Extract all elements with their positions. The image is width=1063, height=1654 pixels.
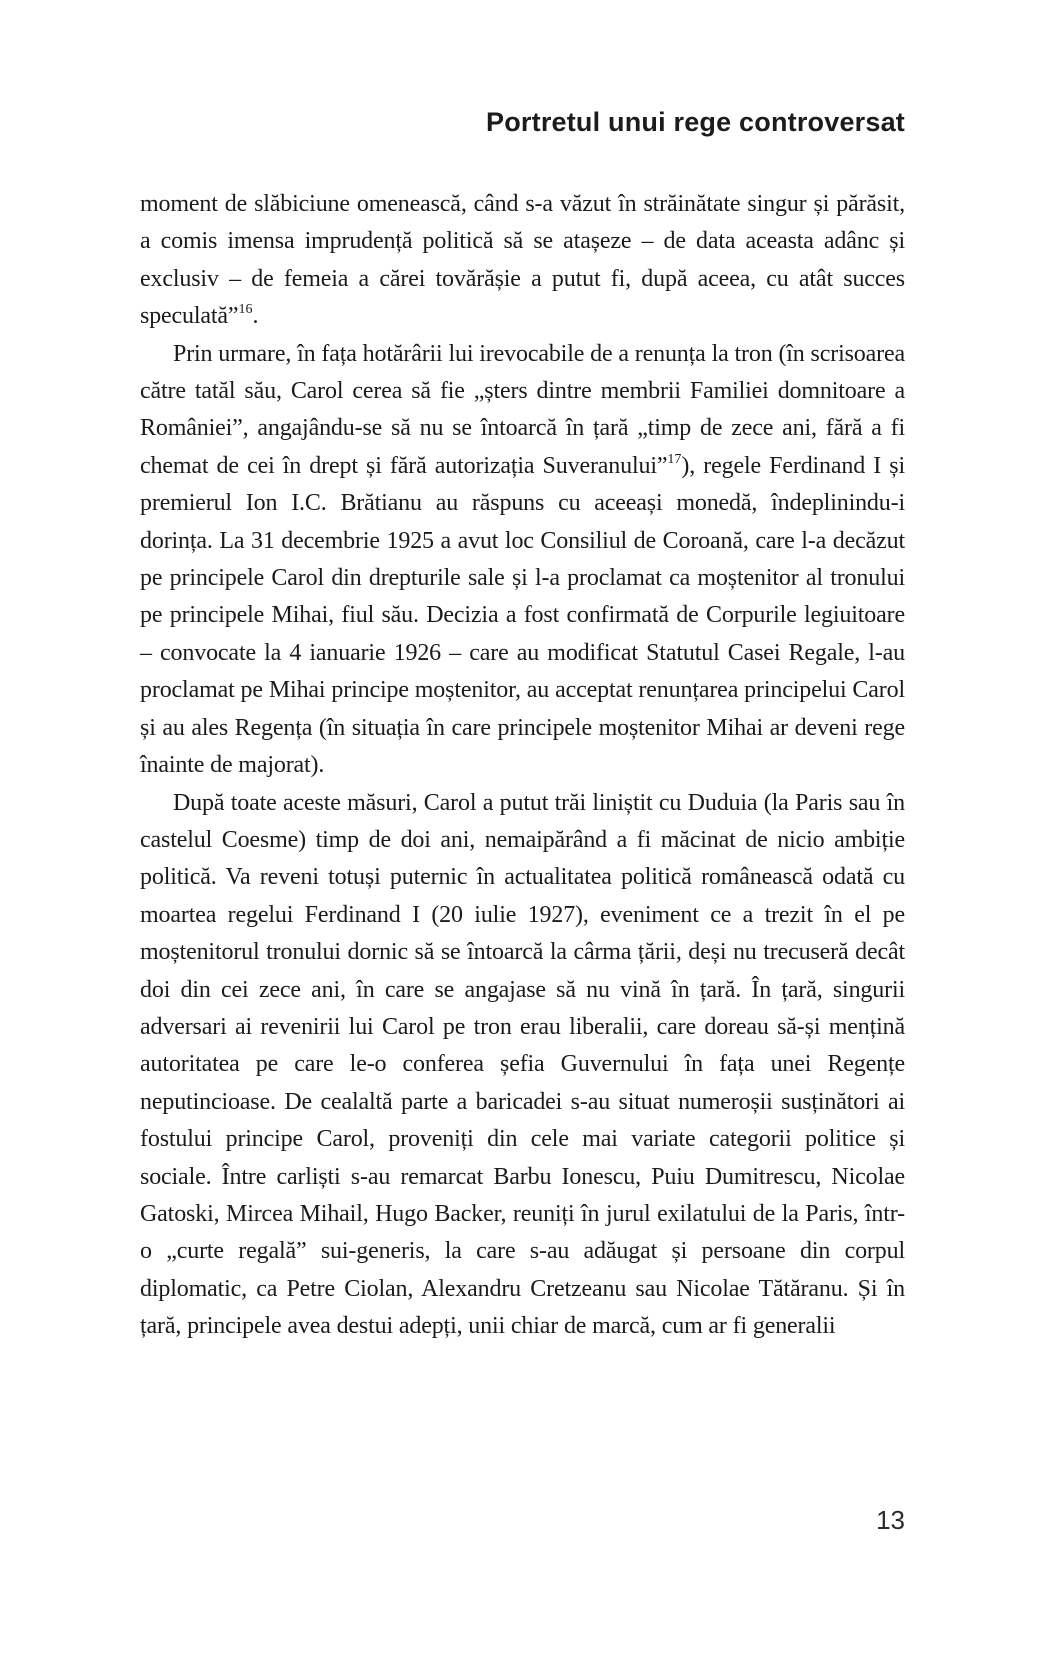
- running-header: Portretul unui rege controversat: [486, 107, 905, 137]
- page-body: [140, 186, 905, 1346]
- paragraph-text: După toate aceste măsuri, Carol a putut trăi liniștit cu Duduia (la Paris sau în castelul Coesme) timp de doi ani, nemaipărând a fi măcinat de nicio ambiție politică. Va reveni totuși puternic în actualitatea politică românească odată cu moartea regelui Ferdinand I (20 iulie 1927), eveniment ce a trezit în el pe moștenitorul tronului dornic să se întoarcă la cârma țării, deși nu trecuseră decât doi din cei zece ani, în care se angajase să nu vină în țară. În țară, singurii adversari ai revenirii lui Carol pe tron erau liberalii, care doreau să-și mențină autoritatea pe care le-o conferea șefia Guvernului în fața unei Regențe neputincioase. De cealaltă parte a baricadei s-au situat numeroșii susținători ai fostului principe Carol, proveniți din cele mai variate categorii politice și sociale. Între carliști s-au remarcat Barbu Ionescu, Puiu Dumitrescu, Nicolae Gatoski, Mircea Mihail, Hugo Backer, reuniți în jurul exilatului de la Paris, într-o „curte regală” sui-generis, la care s-au adăugat și persoane din corpul diplomatic, ca Petre Ciolan, Alexandru Cretzeanu sau Nicolae Tătăranu. Și în țară, principele avea destui adepți, unii chiar de marcă, cum ar fi generalii: [140, 789, 905, 1340]
- paragraph: [140, 336, 905, 785]
- paragraph-text: Prin urmare, în fața hotărârii lui irevocabile de a renunța la tron (în scrisoarea către tatăl său, Carol cerea să fie „șters dintre membrii Familiei domnitoare a României”, angajându-se să nu se întoarcă în țară „timp de zece ani, fără a fi chemat de cei în drept și fără autorizația Suveranului”: [140, 340, 905, 479]
- paragraph-text: ), regele Ferdinand I și premierul Ion I.C. Brătianu au răspuns cu aceeași monedă, îndeplinindu-i dorința. La 31 decembrie 1925 a avut loc Consiliul de Coroană, care l-a decăzut pe principele Carol din drepturile sale și l-a proclamat ca moștenitor al tronului pe principele Mihai, fiul său. Decizia a fost confirmată de Corpurile legiuitoare – convocate la 4 ianuarie 1926 – care au modificat Statutul Casei Regale, l-au proclamat pe Mihai principe moștenitor, au acceptat renunțarea principelui Carol și au ales Regența (în situația în care principele moștenitor Mihai ar deveni rege înainte de majorat).: [140, 452, 905, 779]
- paragraph: [140, 186, 905, 336]
- page-number: 13: [876, 1505, 905, 1535]
- paragraph-text: moment de slăbiciune omenească, când s-a văzut în străinătate singur și părăsit, a comis imensa imprudență politică să se atașeze – de data aceasta adânc și exclusiv – de femeia a cărei tovărășie a putut fi, după aceea, cu atât succes speculată”: [140, 191, 905, 330]
- footnote-reference: 17: [667, 451, 682, 467]
- paragraph-text: .: [252, 303, 259, 330]
- paragraph: [140, 785, 905, 1346]
- footnote-reference: 16: [238, 302, 253, 318]
